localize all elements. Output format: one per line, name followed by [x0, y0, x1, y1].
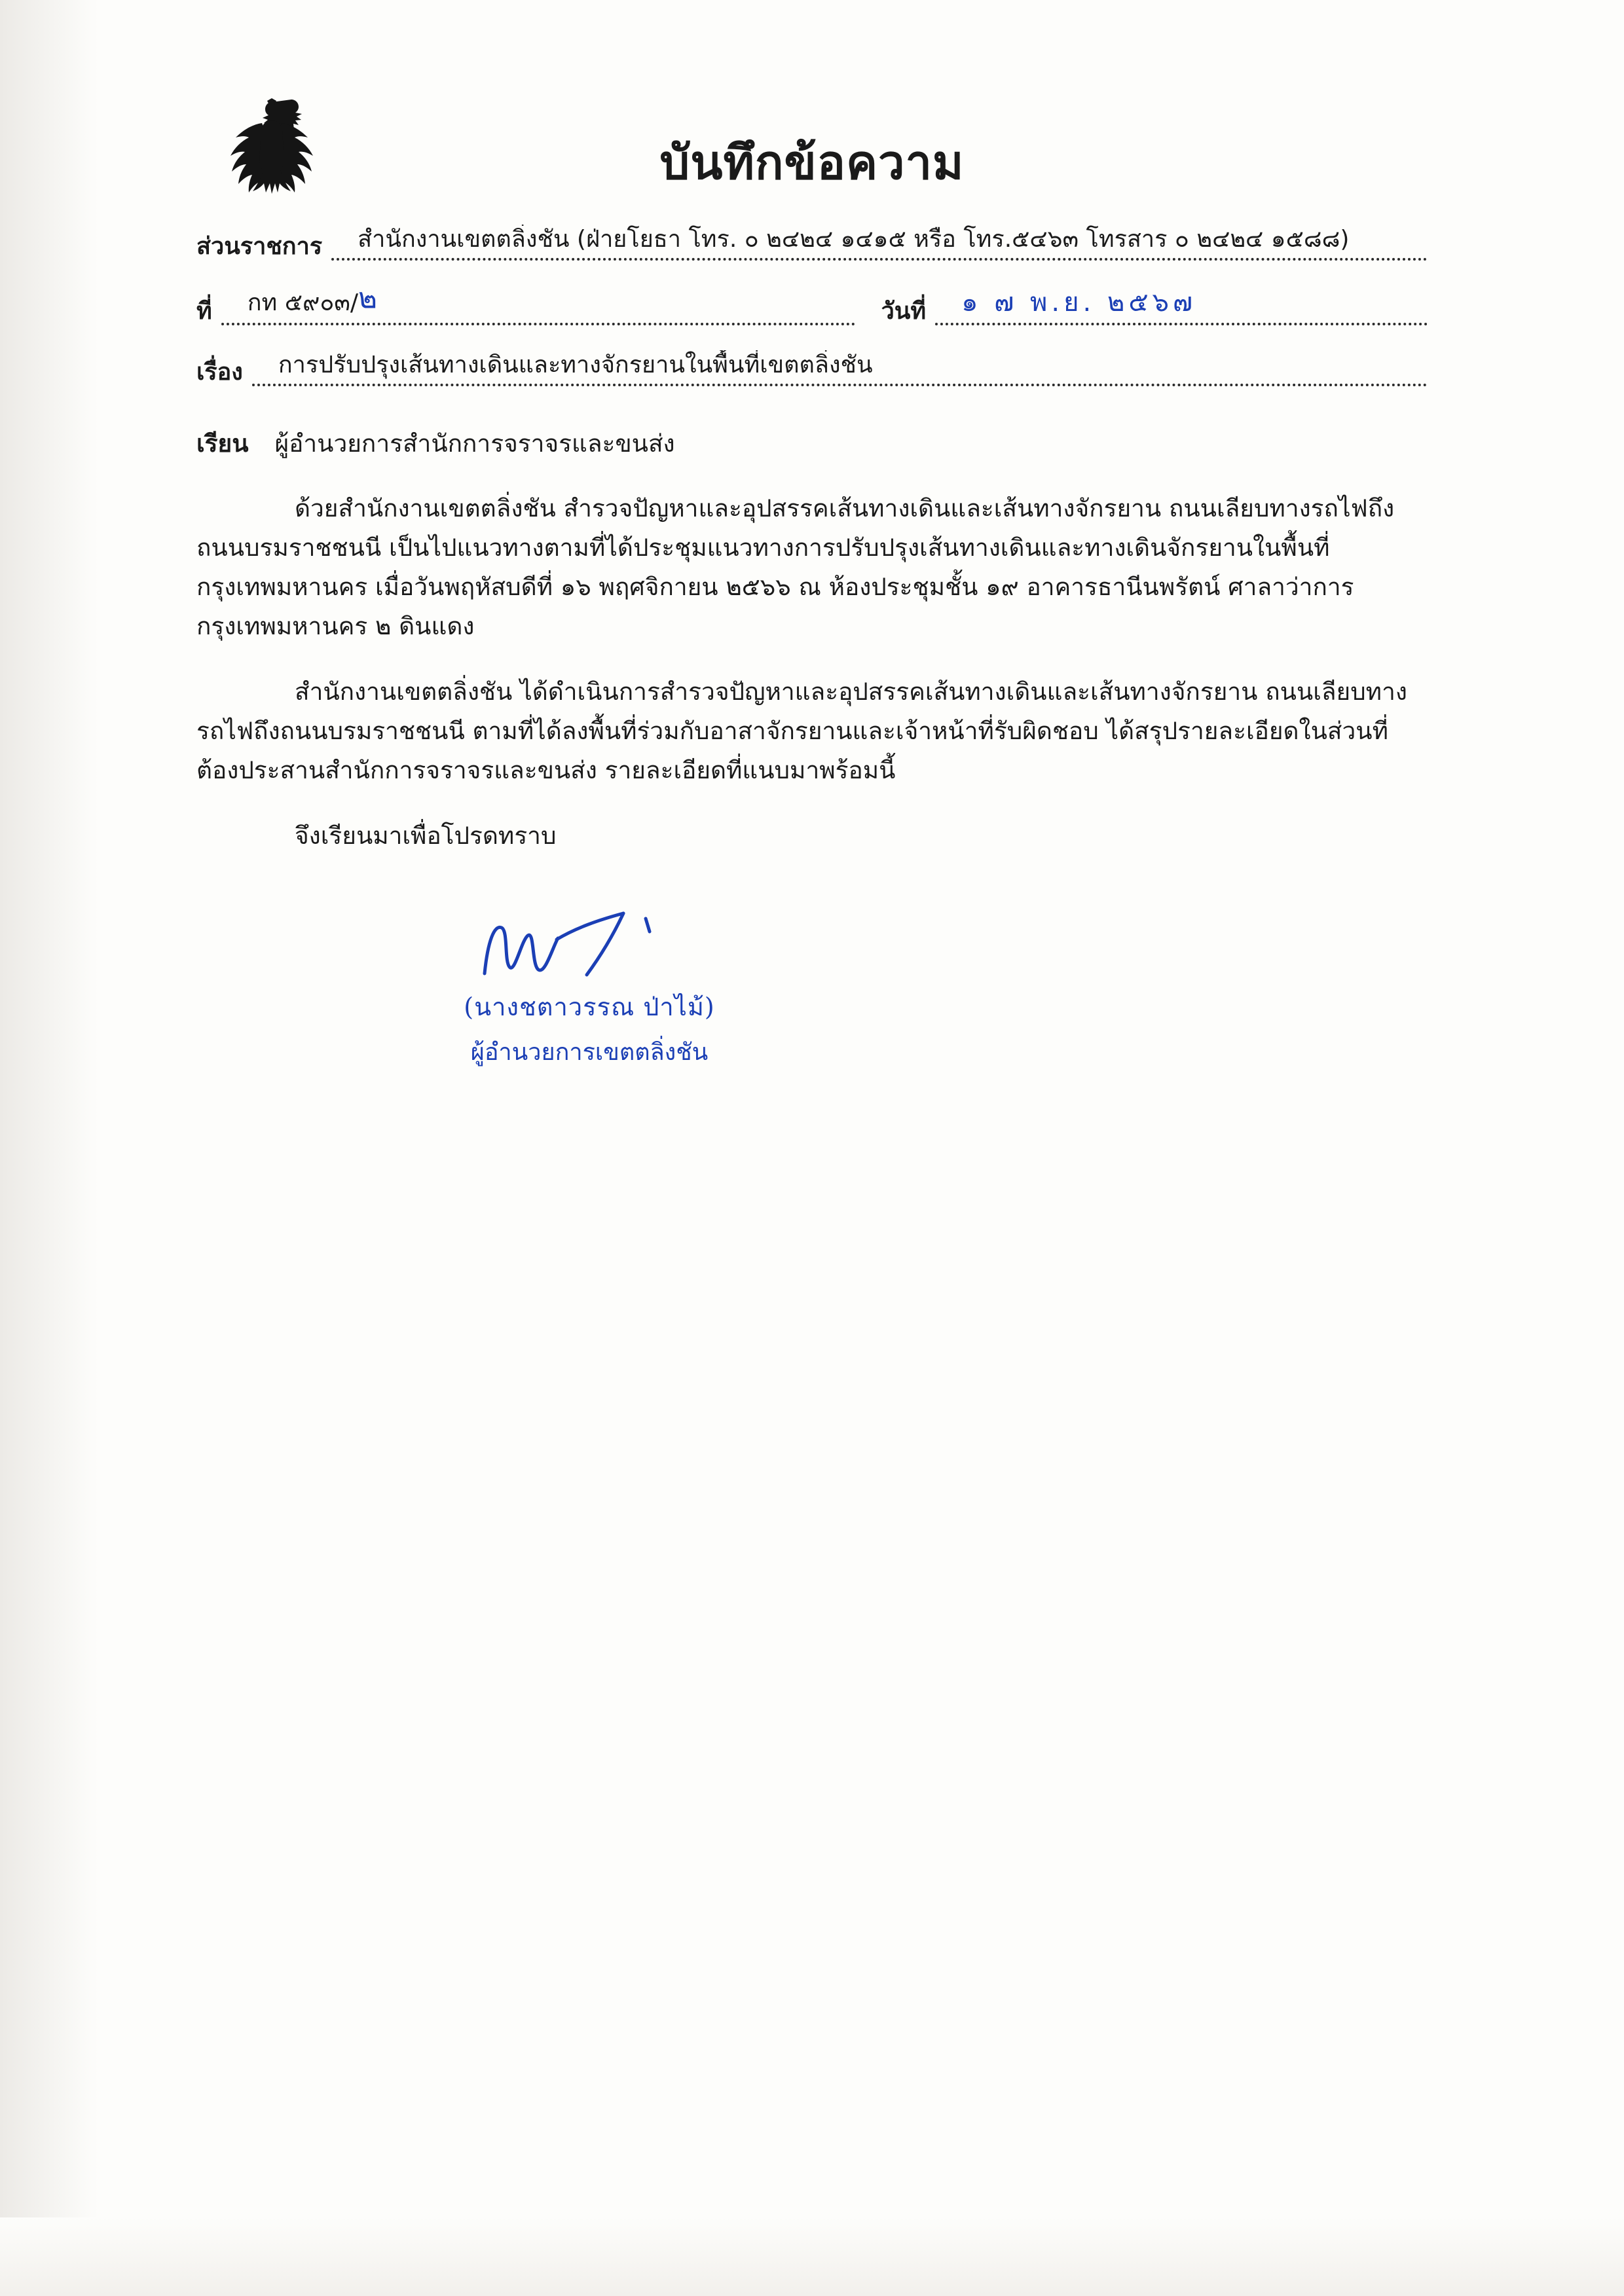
signature-role: ผู้อำนวยการเขตตลิ่งชัน: [470, 1038, 709, 1066]
field-department: [196, 225, 1428, 261]
field-number: [196, 283, 855, 325]
field-date-label: วันที่: [881, 297, 927, 325]
paragraph-1-text: ด้วยสำนักงานเขตตลิ่งชัน สำรวจปัญหาและอุปสรรคเส้นทางเดินและเส้นทางจักรยาน ถนนเลียบทางรถไฟถึงถนนบรมราชชนนี เป็นไปแนวทางตามที่ได้ประชุมแนวทางการปรับปรุงเส้นทางเดินและทางเดินจักรยานในพื้นที่กรุงเทพมหานคร เมื่อวันพฤหัสบดีที่ ๑๖ พฤศจิกายน ๒๕๖๖ ณ ห้องประชุมชั้น ๑๙ อาคารธานีนพรัตน์ ศาลาว่าการกรุงเทพมหานคร ๒ ดินแดง: [196, 494, 1395, 640]
garuda-emblem: [223, 98, 321, 210]
paragraph-2: [196, 672, 1428, 790]
field-date-value: [935, 286, 1428, 325]
field-department-value: สำนักงานเขตตลิ่งชัน (ฝ่ายโยธา โทร. ๐ ๒๔๒๔ ๑๔๑๕ หรือ โทร.๕๔๖๓ โทรสาร ๐ ๒๔๒๔ ๑๕๘๘): [331, 225, 1428, 261]
paragraph-1: [196, 489, 1428, 646]
field-subject-value: การปรับปรุงเส้นทางเดินและทางจักรยานในพื้นที่เขตตลิ่งชัน: [252, 350, 1428, 386]
field-subject-label: เรื่อง: [196, 358, 243, 386]
field-number-handwritten: ๒: [358, 283, 378, 315]
paragraph-2-text: สำนักงานเขตตลิ่งชัน ได้ดำเนินการสำรวจปัญหาและอุปสรรคเส้นทางเดินและเส้นทางจักรยาน ถนนเลียบทางรถไฟถึงถนนบรมราชชนนี ตามที่ได้ลงพื้นที่ร่วมกับอาสาจักรยานและเจ้าหน้าที่รับผิดชอบ ได้สรุปรายละเอียดในส่วนที่ต้องประสานสำนักการจราจรและขนส่ง รายละเอียดที่แนบมาพร้อมนี้: [196, 677, 1407, 784]
field-to: [196, 424, 1428, 463]
paragraph-3-text: จึงเรียนมาเพื่อโปรดทราบ: [295, 821, 557, 850]
scan-edge-left: [0, 0, 98, 2296]
signature-block: [196, 902, 982, 1070]
field-to-value: ผู้อำนวยการสำนักการจราจรและขนส่ง: [274, 429, 675, 458]
signature-name: (นางชตาวรรณ ป่าไม้): [464, 992, 715, 1021]
scan-edge-bottom: [0, 2217, 1624, 2296]
handwritten-signature: [196, 902, 982, 987]
page-title: บันทึกข้อความ: [659, 135, 965, 190]
field-to-label: เรียน: [196, 429, 249, 458]
paragraph-3: [196, 816, 1428, 856]
field-department-label: ส่วนราชการ: [196, 232, 323, 260]
date-stamp-text: ๑ ๗ พ.ย. ๒๕๖๗: [961, 287, 1197, 318]
field-number-label: ที่: [196, 297, 212, 325]
field-date: [855, 286, 1428, 325]
field-number-printed: กท ๕๙๐๓/: [247, 289, 359, 316]
memo-body: [196, 85, 1428, 1070]
field-number-date-row: [196, 283, 1428, 325]
field-number-value: [221, 283, 855, 325]
field-subject: [196, 350, 1428, 386]
